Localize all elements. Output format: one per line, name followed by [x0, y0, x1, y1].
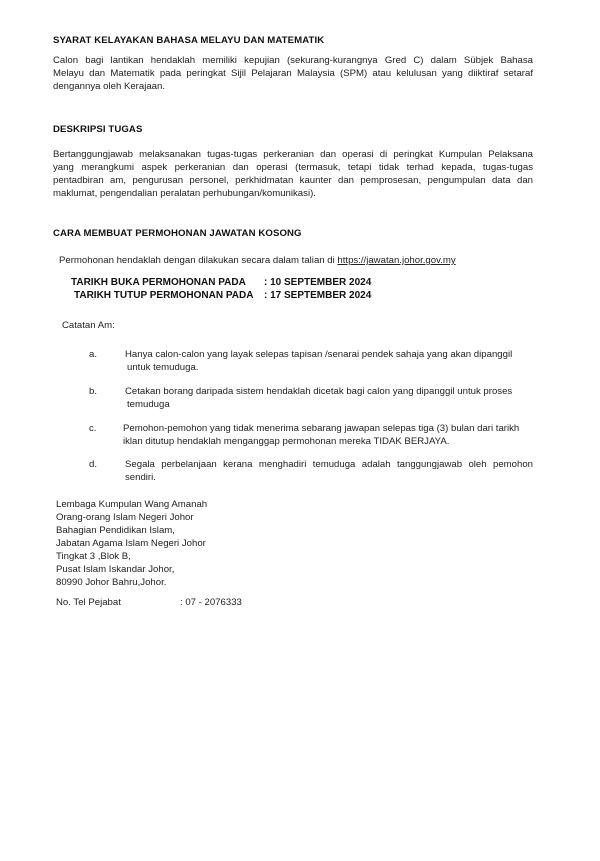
address-line-7: 80990 Johor Bahru,Johor. [56, 577, 167, 588]
deskripsi-line-3: pentadbiran am, pengurusan personel, perkhidmatan kaunter dan pemprosesan, pengumpulan data dan [53, 175, 533, 186]
note-d-line-2: sendiri. [125, 472, 156, 483]
note-b-line-2: temuduga [127, 399, 170, 410]
open-date-label: TARIKH BUKA PERMOHONAN PADA [71, 277, 246, 288]
note-a-line-2: untuk temuduga. [127, 362, 199, 373]
address-line-1: Lembaga Kumpulan Wang Amanah [56, 499, 208, 510]
close-date-label: TARIKH TUTUP PERMOHONAN PADA [74, 290, 254, 301]
note-b-marker: b. [89, 386, 98, 397]
notes-title: Catatan Am: [62, 320, 115, 331]
syarat-line-1: Calon bagi lantikan hendaklah memiliki kepujian (sekurang-kurangnya Gred C) dalam Sübjek Bahasa [53, 55, 533, 66]
note-a-line-1: Hanya calon-calon yang layak selepas tapisan /senarai pendek sahaja yang akan dipanggil [125, 349, 513, 360]
open-date-value: : 10 SEPTEMBER 2024 [264, 277, 372, 288]
address-line-6: Pusat Islam Iskandar Johor, [56, 564, 175, 575]
section-heading-syarat: SYARAT KELAYAKAN BAHASA MELAYU DAN MATEMATIK [53, 35, 325, 46]
address-line-2: Orang-orang Islam Negeri Johor [56, 512, 194, 523]
note-d-line-1: Segala perbelanjaan kerana menghadiri temuduga adalah tanggungjawab oleh pemohon [125, 459, 533, 470]
note-b-line-1: Cetakan borang daripada sistem hendaklah dicetak bagi calon yang dipanggil untuk proses [125, 386, 513, 397]
syarat-line-2: Melayu dan Matematik pada peringkat Sijil Pelajaran Malaysia (SPM) atau kelulusan yang diiktiraf setaraf [53, 68, 533, 79]
permohonan-intro-text: Permohonan hendaklah dengan dilakukan secara dalam talian di [59, 255, 338, 266]
section-heading-deskripsi: DESKRIPSI TUGAS [53, 124, 143, 135]
permohonan-intro [59, 255, 456, 266]
deskripsi-line-4: maklumat, pengendalian peralatan perhubungan/komunikasi). [53, 188, 316, 199]
note-c-line-2: iklan ditutup hendaklah menganggap permohonan mereka TIDAK BERJAYA. [123, 436, 450, 447]
close-date-value: : 17 SEPTEMBER 2024 [264, 290, 372, 301]
deskripsi-line-2: yang merangkumi aspek perkeranian dan operasi (termasuk, tetapi tidak terhad kepada, tugas-tugas [53, 162, 533, 173]
note-d-marker: d. [89, 459, 98, 470]
address-line-3: Bahagian Pendidikan Islam, [56, 525, 175, 536]
note-a-marker: a. [89, 349, 98, 360]
phone-label: No. Tel Pejabat [56, 597, 121, 608]
phone-value: : 07 - 2076333 [180, 597, 242, 608]
address-line-5: Tingkat 3 ,Blok B, [56, 551, 131, 562]
section-heading-cara: CARA MEMBUAT PERMOHONAN JAWATAN KOSONG [53, 228, 302, 239]
syarat-line-3: dengannya oleh Kerajaan. [53, 81, 166, 92]
note-c-line-1: Pemohon-pemohon yang tidak menerima sebarang jawapan selepas tiga (3) bulan dari tarikh [123, 423, 520, 434]
note-c-marker: c. [89, 423, 97, 434]
address-line-4: Jabatan Agama Islam Negeri Johor [56, 538, 206, 549]
jawatan-url-link[interactable]: https://jawatan.johor.gov.my [337, 255, 456, 266]
deskripsi-line-1: Bertanggungjawab melaksanakan tugas-tugas perkeranian dan operasi di peringkat Kumpulan Pelaksana [53, 149, 533, 160]
